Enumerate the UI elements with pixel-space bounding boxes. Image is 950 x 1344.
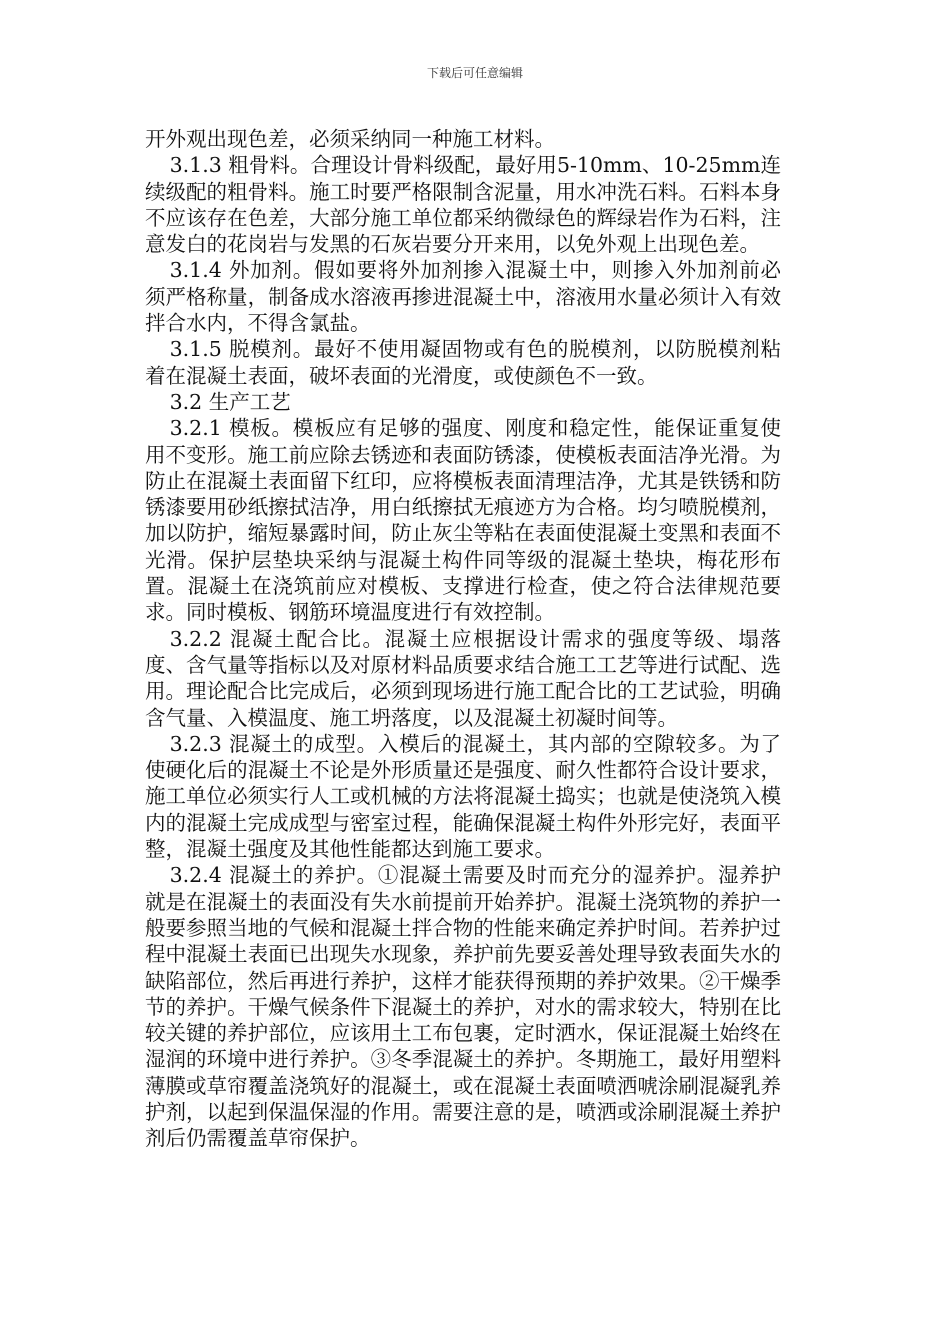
page-header: 下载后可任意编辑 [426,66,523,80]
paragraph-3-1-5: 3.1.5 脱模剂。最好不使用凝固物或有色的脱模剂，以防脱模剂粘着在混凝土表面，破坏表面的光滑度，或使颜色不一致。 [145,337,781,388]
paragraph-3-1-4: 3.1.4 外加剂。假如要将外加剂掺入混凝土中，则掺入外加剂前必须严格称量，制备成水溶液再掺进混凝土中，溶液用水量必须计入有效拌合水内，不得含氯盐。 [145,258,781,336]
paragraph-3-2-3: 3.2.3 混凝土的成型。入模后的混凝土，其内部的空隙较多。为了使硬化后的混凝土不论是外形质量还是强度、耐久性都符合设计要求，施工单位必须实行人工或机械的方法将混凝土捣实；也就是使浇筑入模内的混凝土完成成型与密室过程，能确保混凝土构件外形完好，表面平整，混凝土强度及其他性能都达到施工要求。 [145,731,781,862]
document-body [145,126,781,1152]
paragraph-3-2-4: 3.2.4 混凝土的养护。①混凝土需要及时而充分的湿养护。湿养护就是在混凝土的表面没有失水前提前开始养护。混凝土浇筑物的养护一般要参照当地的气候和混凝土拌合物的性能来确定养护时间。若养护过程中混凝土表面已出现失水现象，养护前先要妥善处理导致表面失水的缺陷部位，然后再进行养护，这样才能获得预期的养护效果。②干燥季节的养护。干燥气候条件下混凝土的养护，对水的需求较大，特别在比较关键的养护部位，应该用土工布包裹，定时洒水，保证混凝土始终在湿润的环境中进行养护。③冬季混凝土的养护。冬期施工，最好用塑料薄膜或草帘覆盖浇筑好的混凝土，或在混凝土表面喷洒唬涂刷混凝乳养护剂，以起到保温保湿的作用。需要注意的是，喷洒或涂刷混凝土养护剂后仍需覆盖草帘保护。 [145,863,781,1151]
paragraph-continuation: 开外观出现色差，必须采纳同一种施工材料。 [145,127,555,151]
paragraph-3-2-2: 3.2.2 混凝土配合比。混凝土应根据设计需求的强度等级、塌落度、含气量等指标以及对原材料品质要求结合施工工艺等进行试配、选用。理论配合比完成后，必须到现场进行施工配合比的工艺试验，明确含气量、入模温度、施工坍落度，以及混凝土初凝时间等。 [145,626,781,730]
paragraph-3-2-1: 3.2.1 模板。模板应有足够的强度、刚度和稳定性，能保证重复使用不变形。施工前应除去锈迹和表面防锈漆，使模板表面洁净光滑。为防止在混凝土表面留下红印，应将模板表面清理洁净，尤其是铁锈和防锈漆要用砂纸擦拭洁净，用白纸擦拭无痕迹方为合格。均匀喷脱模剂，加以防护，缩短暴露时间，防止灰尘等粘在表面使混凝土变黑和表面不光滑。保护层垫块采纳与混凝土构件同等级的混凝土垫块，梅花形布置。混凝土在浇筑前应对模板、支撑进行检查，使之符合法律规范要求。同时模板、钢筋环境温度进行有效控制。 [145,416,781,625]
paragraph-3-1-3: 3.1.3 粗骨料。合理设计骨料级配，最好用5-10mm、10-25mm连续级配的粗骨料。施工时要严格限制含泥量，用水冲洗石料。石料本身不应该存在色差，大部分施工单位都采纳微绿色的辉绿岩作为石料，注意发白的花岗岩与发黑的石灰岩要分开来用，以免外观上出现色差。 [145,153,781,257]
section-heading-3-2: 3.2 生产工艺 [169,389,291,414]
